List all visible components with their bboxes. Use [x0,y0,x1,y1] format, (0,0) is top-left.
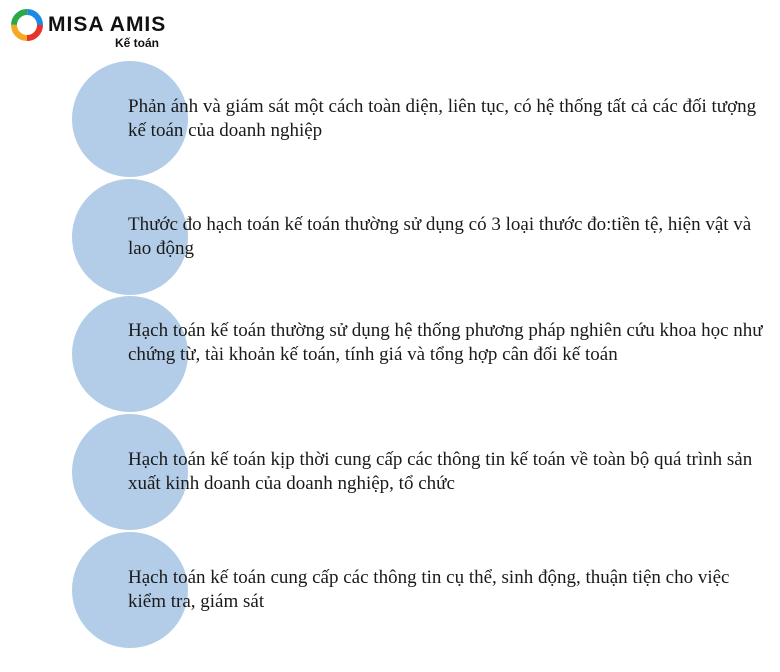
item-text-3: Hạch toán kế toán thường sử dụng hệ thống phương pháp nghiên cứu khoa học như chứng từ, tài khoản kế toán, tính giá và tổng hợp cân đối kế toán [128,320,763,365]
item-text-2: Thước đo hạch toán kế toán thường sử dụng có 3 loại thước đo:tiền tệ, hiện vật và lao động [128,214,752,259]
item-text-1: Phản ánh và giám sát một cách toàn diện, liên tục, có hệ thống tất cả các đối tượng kế toán của doanh nghiệp [128,96,757,141]
item-text-4: Hạch toán kế toán kịp thời cung cấp các thông tin kế toán về toàn bộ quá trình sản xuất kinh doanh của doanh nghiệp, tổ chức [128,449,753,494]
logo-wordmark: MISA AMIS [48,13,167,36]
item-text-5: Hạch toán kế toán cung cấp các thông tin cụ thể, sinh động, thuận tiện cho việc kiểm tra, giám sát [128,567,730,612]
logo-subtitle: Kế toán [115,36,160,50]
